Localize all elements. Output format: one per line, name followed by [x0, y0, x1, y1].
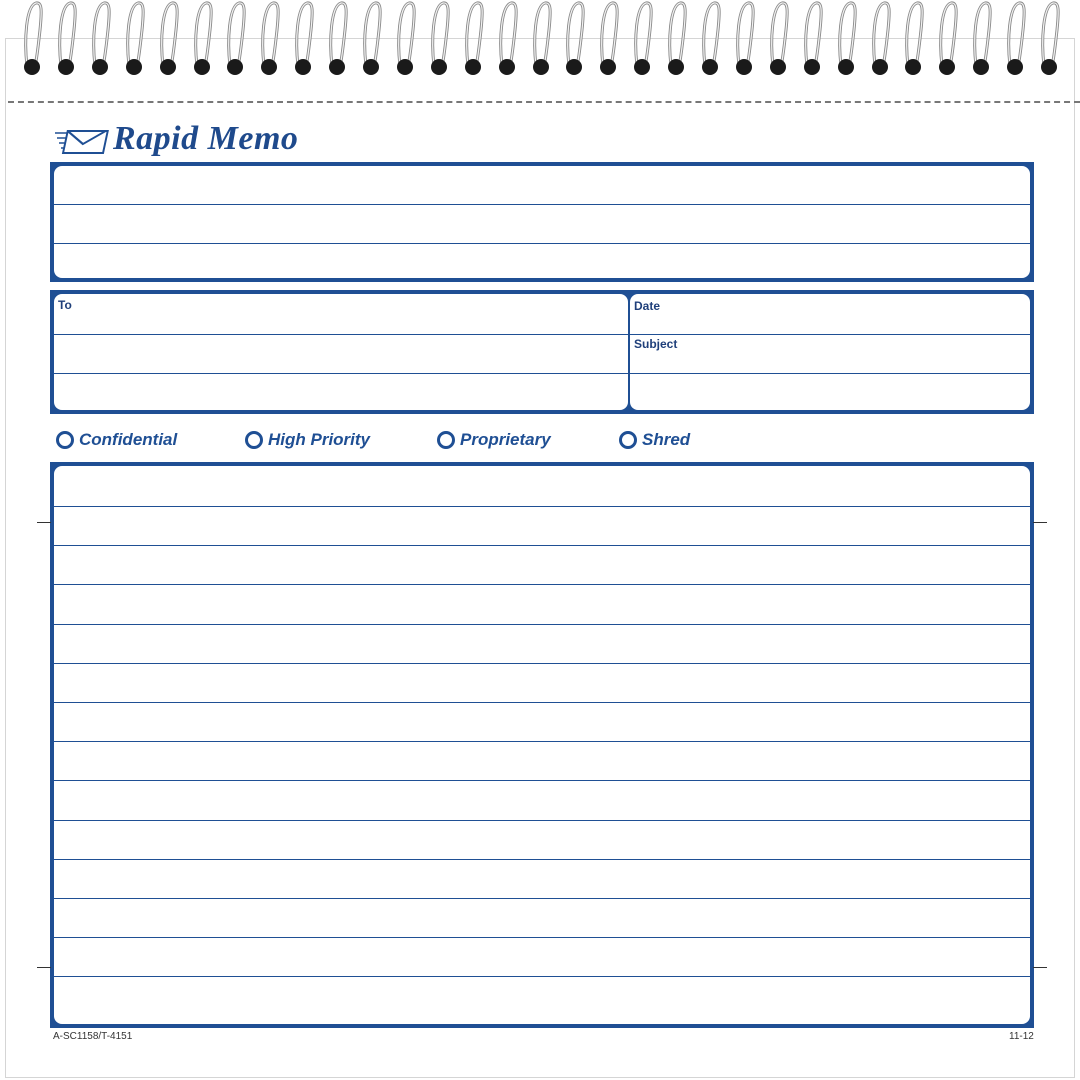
spiral-coil	[832, 0, 860, 80]
spiral-coil	[357, 0, 385, 80]
ruled-line	[630, 373, 1030, 374]
spiral-coil	[764, 0, 792, 80]
to-label: To	[58, 298, 72, 312]
option-proprietary[interactable]	[437, 426, 551, 454]
spiral-coil	[560, 0, 588, 80]
subject-label: Subject	[634, 337, 678, 351]
envelope-icon	[55, 125, 115, 162]
ruled-line	[54, 373, 628, 374]
radio-circle-icon[interactable]	[437, 431, 455, 449]
spiral-binding	[0, 0, 1080, 90]
spiral-coil	[188, 0, 216, 80]
spiral-coil	[425, 0, 453, 80]
spiral-coil	[255, 0, 283, 80]
spiral-coil	[696, 0, 724, 80]
priority-options	[56, 426, 756, 454]
ruled-line	[54, 937, 1030, 938]
option-label: Confidential	[79, 430, 178, 449]
spiral-coil	[594, 0, 622, 80]
spiral-coil	[1035, 0, 1063, 80]
spiral-coil	[866, 0, 894, 80]
form-code-right: 11-12	[1009, 1031, 1034, 1042]
option-label: Shred	[642, 430, 691, 449]
spiral-coil	[967, 0, 995, 80]
ruled-line	[54, 506, 1030, 507]
ruled-line	[54, 334, 628, 335]
spiral-coil	[1001, 0, 1029, 80]
spiral-coil	[18, 0, 46, 80]
date-subject-fields	[630, 294, 1030, 410]
spiral-coil	[730, 0, 758, 80]
ruled-line	[54, 545, 1030, 546]
form-code-left: A-SC1158/T-4151	[53, 1031, 133, 1042]
to-field[interactable]	[54, 294, 628, 410]
ruled-line	[54, 243, 1030, 244]
ruled-line	[54, 663, 1030, 664]
spiral-coil	[154, 0, 182, 80]
spiral-coil	[493, 0, 521, 80]
message-box	[50, 462, 1034, 1028]
perforation-line	[8, 101, 1080, 103]
ruled-line	[54, 898, 1030, 899]
date-subject-box	[628, 290, 1034, 414]
option-label: Proprietary	[460, 430, 551, 449]
spiral-coil	[120, 0, 148, 80]
spiral-coil	[289, 0, 317, 80]
option-high-priority[interactable]	[245, 426, 370, 454]
ruled-line	[630, 334, 1030, 335]
spiral-coil	[391, 0, 419, 80]
spiral-coil	[933, 0, 961, 80]
radio-circle-icon[interactable]	[619, 431, 637, 449]
option-label: High Priority	[268, 430, 371, 449]
option-confidential[interactable]	[56, 426, 177, 454]
ruled-line	[54, 204, 1030, 205]
to-box	[50, 290, 630, 414]
option-shred[interactable]	[619, 426, 690, 454]
radio-circle-icon[interactable]	[56, 431, 74, 449]
spiral-coil	[86, 0, 114, 80]
ruled-line	[54, 702, 1030, 703]
spiral-coil	[662, 0, 690, 80]
header-notes-box	[50, 162, 1034, 282]
spiral-coil	[323, 0, 351, 80]
spiral-coil	[459, 0, 487, 80]
margin-tick	[1033, 967, 1047, 968]
spiral-coil	[628, 0, 656, 80]
ruled-line	[54, 741, 1030, 742]
header-notes-area[interactable]	[54, 166, 1030, 278]
ruled-line	[54, 820, 1030, 821]
spiral-coil	[527, 0, 555, 80]
spiral-coil	[221, 0, 249, 80]
radio-circle-icon[interactable]	[245, 431, 263, 449]
message-area[interactable]	[54, 466, 1030, 1024]
memo-title: Rapid Memo	[113, 120, 299, 157]
ruled-line	[54, 976, 1030, 977]
spiral-coil	[52, 0, 80, 80]
spiral-coil	[899, 0, 927, 80]
margin-tick	[37, 967, 51, 968]
ruled-line	[54, 584, 1030, 585]
spiral-coil	[798, 0, 826, 80]
ruled-line	[54, 859, 1030, 860]
ruled-line	[54, 624, 1030, 625]
ruled-line	[54, 780, 1030, 781]
margin-tick	[1033, 522, 1047, 523]
margin-tick	[37, 522, 51, 523]
date-label: Date	[634, 299, 661, 313]
